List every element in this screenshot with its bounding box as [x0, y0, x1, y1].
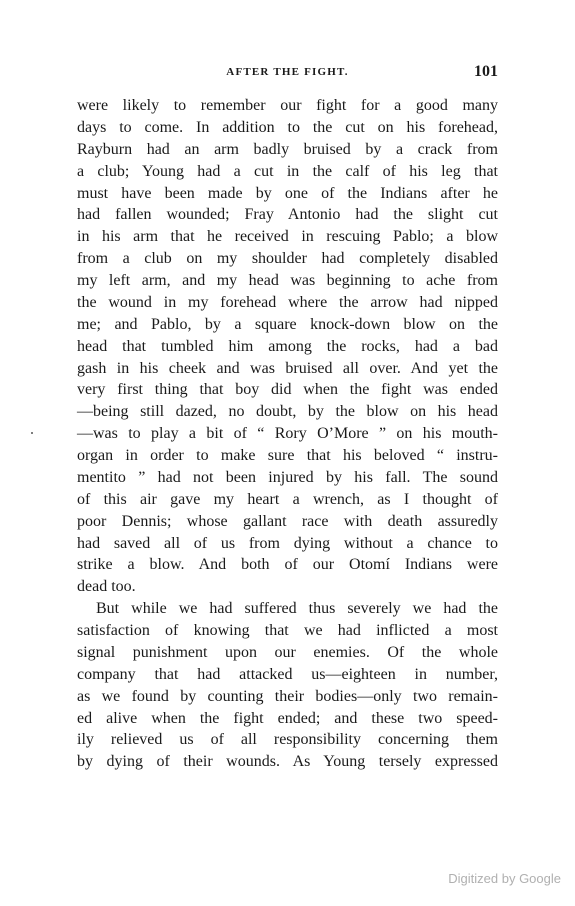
paragraph-end-line: dead too. [77, 578, 136, 596]
text-line: from a club on my shoulder had completely disabled [77, 250, 498, 268]
text-line: the wound in my forehead where the arrow had nipped [77, 293, 498, 311]
text-line: mentito ” had not been injured by his fall. The sound [77, 468, 498, 486]
text-line: —was to play a bit of “ Rory O’More ” on his mouth- [77, 425, 498, 443]
text-line: had saved all of us from dying without a chance to [77, 534, 498, 552]
digitization-watermark: Digitized by Google [448, 871, 561, 886]
page-number: 101 [474, 63, 498, 80]
running-title: AFTER THE FIGHT. [226, 66, 349, 78]
text-line: my left arm, and my head was beginning to ache from [77, 272, 498, 289]
text-line: very first thing that boy did when the fight was ended [77, 381, 498, 399]
text-line: by dying of their wounds. As Young tersely expressed [77, 753, 498, 771]
text-line: head that tumbled him among the rocks, had a bad [77, 337, 498, 355]
text-line: had fallen wounded; Fray Antonio had the slight cut [77, 206, 498, 224]
text-line: poor Dennis; whose gallant race with death assuredly [77, 512, 498, 530]
text-line: strike a blow. And both of our Otomí Indians were [77, 556, 498, 574]
text-line: of this air gave my heart a wrench, as I thought of [77, 490, 498, 508]
text-line: as we found by counting their bodies—only two remain- [77, 687, 498, 705]
text-line: gash in his cheek and was bruised all over. And yet the [77, 359, 498, 377]
text-line: —being still dazed, no doubt, by the blow on his head [77, 403, 498, 421]
text-line: were likely to remember our fight for a good many [77, 97, 498, 114]
text-line: Rayburn had an arm badly bruised by a crack from [77, 140, 498, 158]
text-line: ily relieved us of all responsibility concerning them [77, 731, 498, 749]
text-line: ed alive when the fight ended; and these two speed- [77, 709, 498, 727]
text-line: satisfaction of knowing that we had inflicted a most [77, 622, 498, 639]
text-line: a club; Young had a cut in the calf of his leg that [77, 162, 498, 180]
running-head [77, 63, 498, 84]
text-line: must have been made by one of the Indians after he [77, 184, 498, 202]
margin-speck [31, 432, 33, 434]
text-line: company that had attacked us—eighteen in number, [77, 665, 498, 683]
text-line: organ in order to make sure that his beloved “ instru- [77, 447, 498, 464]
text-line: signal punishment upon our enemies. Of the whole [77, 643, 498, 661]
text-line: in his arm that he received in rescuing Pablo; a blow [77, 228, 498, 246]
paragraph-start-line: But while we had suffered thus severely we had the [96, 600, 498, 618]
body-text [77, 95, 498, 773]
text-line: days to come. In addition to the cut on his forehead, [77, 118, 498, 136]
text-line: me; and Pablo, by a square knock-down blow on the [77, 315, 498, 333]
